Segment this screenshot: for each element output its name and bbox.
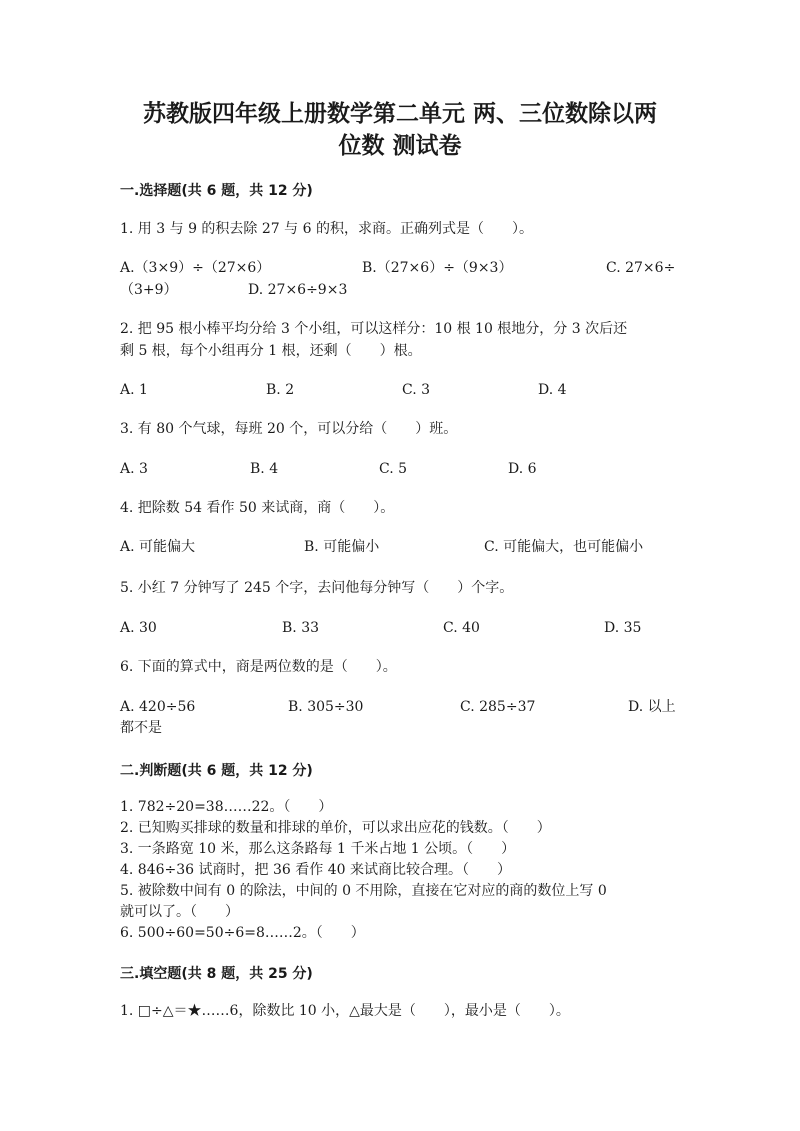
question-6: 6. 下面的算式中，商是两位数的是（ ）。 [120, 659, 397, 675]
judge-item-3: 3. 一条路宽 10 米，那么这条路每 1 千米占地 1 公顷。（ ） [120, 841, 516, 857]
question-4: 4. 把除数 54 看作 50 来试商，商（ ）。 [120, 500, 395, 516]
q6-option-c: C. 285÷37 [460, 699, 536, 715]
q2-option-c: C. 3 [402, 382, 431, 398]
fill-item-1: 1. □÷△＝★……6，除数比 10 小，△最大是（ ），最小是（ ）。 [120, 1003, 570, 1019]
q6-option-d-cont: 都不是 [120, 720, 162, 736]
q1-option-a: A.（3×9）÷（27×6） [120, 260, 271, 276]
q6-option-a: A. 420÷56 [120, 699, 196, 715]
question-1: 1. 用 3 与 9 的积去除 27 与 6 的积，求商。正确列式是（ ）。 [120, 221, 533, 237]
q6-option-b: B. 305÷30 [288, 699, 364, 715]
judge-item-2: 2. 已知购买排球的数量和排球的单价，可以求出应花的钱数。（ ） [120, 820, 551, 836]
judge-item-5: 5. 被除数中间有 0 的除法，中间的 0 不用除，直接在它对应的商的数位上写 0 [120, 883, 607, 899]
q5-option-a: A. 30 [120, 620, 157, 636]
q1-option-b: B.（27×6）÷（9×3） [362, 260, 513, 276]
judge-item-5-cont: 就可以了。（ ） [120, 904, 239, 920]
q1-option-c: C. 27×6÷ [606, 260, 676, 276]
question-3: 3. 有 80 个气球，每班 20 个，可以分给（ ）班。 [120, 421, 458, 437]
judge-item-6: 6. 500÷60=50÷6=8……2。（ ） [120, 925, 365, 941]
section-heading-choice: 一.选择题(共 6 题，共 12 分) [120, 183, 313, 199]
question-2-line-1: 2. 把 95 根小棒平均分给 3 个小组，可以这样分：10 根 10 根地分，分 3 次后还 [120, 321, 628, 337]
title-line-2: 位数 测试卷 [338, 133, 462, 159]
q2-option-b: B. 2 [266, 382, 295, 398]
q1-option-c-cont: （3+9） [120, 282, 178, 298]
title-line-1: 苏教版四年级上册数学第二单元 两、三位数除以两 [142, 101, 657, 127]
q5-option-d: D. 35 [604, 620, 642, 636]
q4-option-b: B. 可能偏小 [304, 539, 380, 555]
section-heading-fill: 三.填空题(共 8 题，共 25 分) [120, 966, 313, 982]
judge-item-1: 1. 782÷20=38……22。（ ） [120, 799, 333, 815]
q1-option-d: D. 27×6÷9×3 [248, 282, 348, 298]
judge-item-4: 4. 846÷36 试商时，把 36 看作 40 来试商比较合理。（ ） [120, 862, 511, 878]
q2-option-a: A. 1 [120, 382, 148, 398]
q3-option-a: A. 3 [120, 461, 148, 477]
section-heading-judge: 二.判断题(共 6 题，共 12 分) [120, 763, 313, 779]
q4-option-a: A. 可能偏大 [120, 539, 196, 555]
q4-option-c: C. 可能偏大，也可能偏小 [484, 539, 644, 555]
q2-option-d: D. 4 [538, 382, 567, 398]
q3-option-b: B. 4 [250, 461, 279, 477]
question-2-line-2: 剩 5 根，每个小组再分 1 根，还剩（ ）根。 [120, 343, 422, 359]
q5-option-b: B. 33 [282, 620, 320, 636]
q5-option-c: C. 40 [443, 620, 480, 636]
q6-option-d: D. 以上 [628, 699, 676, 715]
q3-option-c: C. 5 [379, 461, 408, 477]
question-5: 5. 小红 7 分钟写了 245 个字，去问他每分钟写（ ）个字。 [120, 580, 514, 596]
q3-option-d: D. 6 [508, 461, 537, 477]
page-title [120, 98, 680, 162]
